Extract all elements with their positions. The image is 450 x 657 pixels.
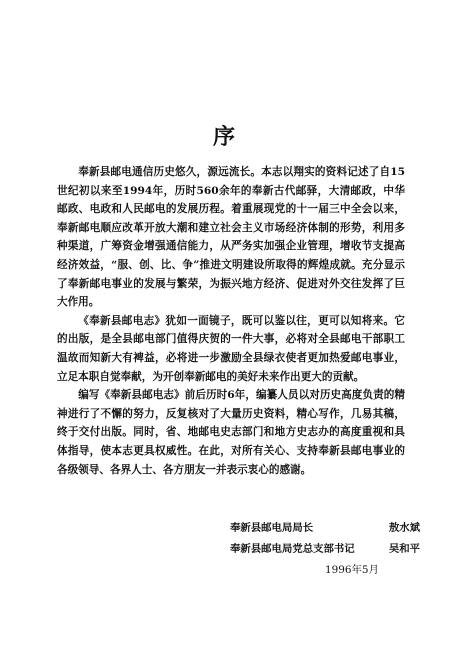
signature-block [230,518,420,576]
signature-name-1: 敖水斌 [388,522,420,534]
page-title: 序 [212,124,237,150]
preface-body [57,163,405,479]
signature-name-2: 吴和平 [388,543,420,555]
signature-date: 1996年5月 [325,564,379,576]
signature-org-2: 奉新县邮电局党总支部书记 [230,543,355,555]
signature-org-1: 奉新县邮电局局长 [230,522,314,534]
signature-row-1 [230,518,420,539]
paragraph-3: 编写《奉新县邮电志》前后历时6年，编纂人员以对历史高度负责的精神进行了不懈的努力，反复核对了大量历史资料，精心写作，几易其稿，终于交付出版。同时，省、地邮电史志部门和地方史志办的高度重视和具体指导，使本志更具权威性。在此，对所有关心、支持奉新县邮电事业的各级领导、各界人士、各方朋友一并表示衷心的感谢。 [57,389,405,476]
paragraph-1: 奉新县邮电通信历史悠久，源远流长。本志以翔实的资料记述了自15世纪初以来至1994年，历时560余年的奉新古代邮驿，大清邮政，中华邮政、电政和人民邮电的发展历程。着重展现党的十一届三中全会以来，奉新邮电顺应改革开放大潮和建立社会主义市场经济体制的形势，利用多种渠道，广筹资金增强通信能力，从严务实加强企业管理，增收节支提高经济效益，“服、创、比、争”推进文明建设所取得的辉煌成就。充分显示了奉新邮电事业的发展与繁荣，为振兴地方经济、促进对外交往发挥了巨大作用。 [57,166,405,309]
paragraph-2: 《奉新县邮电志》犹如一面镜子，既可以鉴以往，更可以知将来。它的出版，是全县邮电部门值得庆贺的一件大事，必将对全县邮电干部职工温故而知新大有裨益，必将进一步激励全县绿衣使者更加热爱邮电事业，立足本职自觉奉献，为开创奉新邮电的美好未来作出更大的贡献。 [57,314,405,383]
signature-row-2 [230,539,420,560]
